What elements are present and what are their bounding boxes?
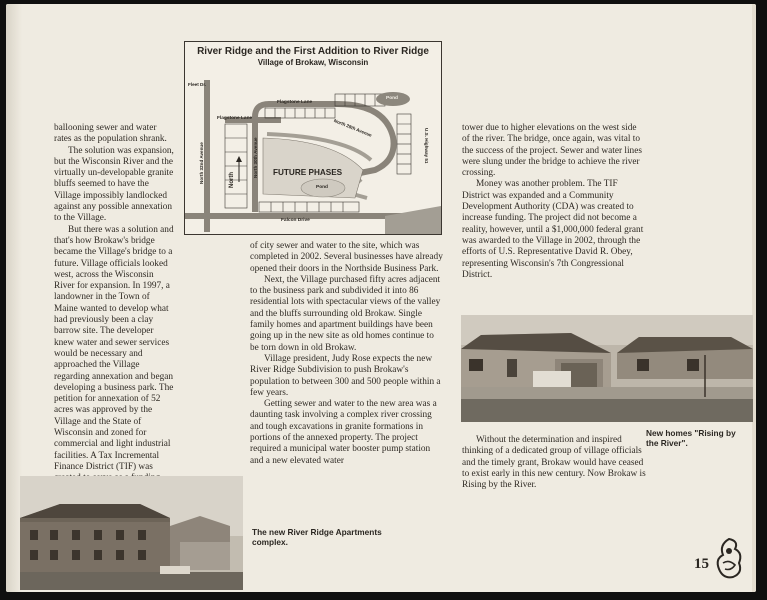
- page-number: 15: [694, 556, 709, 572]
- map-drawing: [185, 42, 441, 234]
- paragraph: of city sewer and water to the site, which was completed in 2002. Several businesses have already opened their doors in the Northside Business Park.: [250, 241, 443, 274]
- article-column-1: [54, 123, 174, 507]
- label-fleet-dr: Fleet Dr.: [188, 82, 207, 87]
- label-falcon-drive: Falcon Drive: [281, 218, 310, 223]
- paragraph: Village president, Judy Rose expects the new River Ridge Subdivision to push Brokaw's population to between 300 and 500 people within a few years.: [250, 353, 441, 398]
- paragraph: Without the determination and inspired thinking of a dedicated group of village officials and the timely grant, Brokaw would have ceased to exist early in this new century. Now Brokaw is Rising by the River.: [462, 435, 646, 491]
- label-pond-center: Pond: [316, 185, 328, 190]
- article-column-3-bottom: [462, 435, 646, 491]
- decorative-ornament-icon: [713, 537, 745, 581]
- apartments-caption: The new River Ridge Apartments complex.: [252, 527, 382, 547]
- paragraph: tower due to higher elevations on the west side of the river. The bridge, once again, was vital to the success of the project. Sewer and water lines were slung under the bridge to achieve the river crossing.: [462, 123, 642, 179]
- label-us-highway-51: U.S. Highway 51: [424, 128, 429, 164]
- label-north-30th-avenue: North 30th Avenue: [253, 137, 258, 178]
- paragraph: Next, the Village purchased fifty acres adjacent to the business park and subdivided it into 86 residential lots with spectacular views of the valley and the bluffs surrounding old Brokaw. Single family homes and apartment buildings have been going up in the new site as old homes continue to be torn down in old Brokaw.: [250, 274, 441, 353]
- map-title: River Ridge and the First Addition to River Ridge: [197, 46, 429, 57]
- label-north: North: [229, 172, 235, 188]
- new-homes-photo: [461, 315, 753, 422]
- subdivision-map: [184, 41, 442, 235]
- label-north-32nd-avenue: North 32nd Avenue: [199, 142, 204, 184]
- page-edge: [752, 4, 756, 592]
- label-flagstone-lane-left: Flagstone Lane: [217, 116, 253, 121]
- paragraph: The solution was expansion, but the Wisconsin River and the virtually un-developable granite bluffs seemed to have the Village impossibly landlocked against any possible annexation to the Village.: [54, 145, 174, 224]
- article-column-3-top: [462, 123, 644, 281]
- paragraph: Money was another problem. The TIF District was expanded and a Community Development Authority (CDA) was created to increase funding. The project did not become a reality, however, until a $1,000,000 federal grant was awarded to the Village in 2002, through the efforts of U.S. Representative David R. Obey, representing Wisconsin's 7th Congressional District.: [462, 179, 644, 280]
- magazine-page: [6, 4, 756, 592]
- paragraph: But there was a solution and that's how Brokaw's bridge became the Village's bridge to a future. Village officials looked west, across the Wisconsin River for expansion. In 1997, a landowner in the Town of Maine wanted to develop what had previously been a clay barrow site. The developer knew water and sewer services would be necessary and approached the Village regarding annexation and began developing a business park. The petition for annexation of 52 acres was approved by the Village and the State of Wisconsin and zoned for commercial and light industrial facilities. A Tax Incremental Finance District (TIF) was: [54, 224, 174, 472]
- label-future-phases: FUTURE PHASES: [273, 168, 343, 177]
- paragraph: ballooning sewer and water rates as the population shrank.: [54, 123, 167, 145]
- map-subtitle: Village of Brokaw, Wisconsin: [257, 58, 369, 67]
- label-north-28th-avenue: North 28th Avenue: [333, 118, 373, 138]
- apartments-photo: [20, 476, 243, 590]
- new-homes-caption: New homes "Rising by the River".: [646, 428, 736, 448]
- label-pond-top: Pond: [386, 96, 398, 101]
- article-column-2: [250, 241, 444, 467]
- label-flagstone-lane-top: Flagstone Lane: [277, 100, 313, 105]
- paragraph: Getting sewer and water to the new area was a daunting task involving a complex river crossing and tough excavations in granite formations in portions of the annexed property. The project required a municipal water booster pump station and a new elevated water: [250, 399, 437, 466]
